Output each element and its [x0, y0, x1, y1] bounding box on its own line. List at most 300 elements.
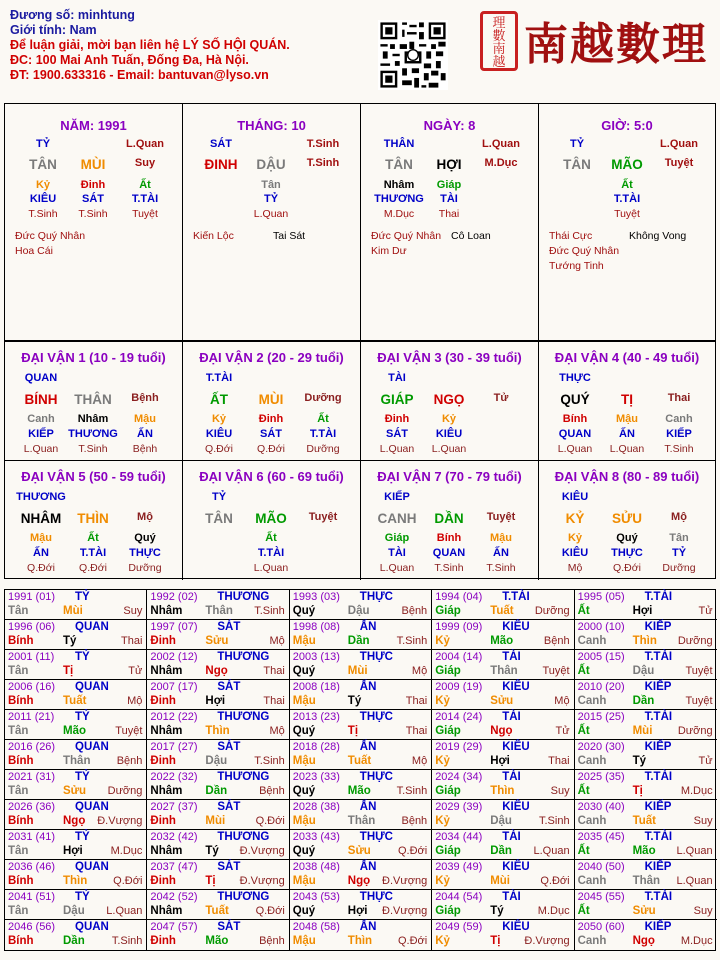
dai-van-hidden-stem: Ất — [317, 413, 329, 425]
year-god: SÁT — [217, 681, 241, 693]
year-branch: Tý — [63, 635, 77, 647]
year-branch: Tuất — [63, 695, 87, 707]
four-pillars-table — [4, 103, 716, 341]
dai-van-hidden-god: TÀI — [388, 547, 406, 559]
year-branch: Tý — [490, 905, 504, 917]
year-cell — [432, 590, 574, 620]
dai-van-hidden-stem: Đinh — [384, 413, 410, 425]
year-label: 2007 (17) — [150, 681, 198, 693]
year-stem: Kỷ — [435, 635, 450, 647]
dai-van-hidden-god: TỶ — [671, 547, 687, 559]
year-god: TỶ — [75, 831, 90, 843]
year-label: 1997 (07) — [150, 621, 198, 633]
pillar-stem-stage: L.Quan — [126, 138, 164, 150]
year-label: 2033 (43) — [292, 831, 340, 843]
year-cell — [147, 800, 289, 830]
year-cell — [432, 740, 574, 770]
dai-van-stage: Q.Đới — [205, 443, 233, 455]
year-god: SÁT — [217, 861, 241, 873]
year-cell — [432, 800, 574, 830]
dai-van-hidden-stem: Canh — [665, 413, 693, 425]
dai-van-stem-branch: THÂN — [74, 392, 112, 407]
dai-van-stem-branch: MÙI — [258, 392, 284, 407]
year-god: T.TÀI — [644, 891, 673, 903]
dai-van-stem-branch: Tử — [493, 392, 509, 404]
dai-van-hidden-god: T.TÀI — [257, 547, 285, 559]
dai-van-stage: Dưỡng — [128, 562, 162, 574]
year-stem: Canh — [577, 875, 607, 887]
year-stem: Tân — [8, 785, 29, 797]
dai-van-stem-branch: Mộ — [137, 511, 153, 523]
shen-sha-star: Đức Quý Nhân — [371, 230, 442, 242]
year-stage: Suy — [693, 905, 713, 917]
year-stage: Tử — [698, 605, 713, 617]
year-stage: Dưỡng — [677, 635, 713, 647]
dai-van-hidden-god: ẤN — [33, 547, 49, 559]
dai-van-cell — [183, 461, 361, 580]
dai-van-hidden-god: T.TÀI — [309, 428, 337, 440]
year-cell — [575, 740, 717, 770]
year-branch: Tuất — [490, 605, 514, 617]
dai-van-stage: L.Quan — [253, 562, 289, 574]
year-label: 2040 (50) — [577, 861, 625, 873]
shen-sha-star: Thái Cực — [549, 230, 593, 242]
year-stem: Kỷ — [435, 695, 450, 707]
dai-van-hidden-stem: Mậu — [490, 532, 512, 544]
year-stage: Tuyệt — [685, 695, 713, 707]
year-label: 2038 (48) — [292, 861, 340, 873]
year-stem: Đinh — [150, 875, 176, 887]
hidden-stage: Tuyệt — [132, 208, 158, 220]
dai-van-stem-branch: DẦN — [434, 511, 464, 526]
qr-code-icon — [378, 20, 448, 90]
pillar-stem-god: SÁT — [210, 138, 232, 150]
year-god: KIÊU — [502, 801, 530, 813]
dai-van-hidden-stem: Quý — [134, 532, 156, 544]
year-cell — [575, 590, 717, 620]
dai-van-stage: L.Quan — [557, 443, 593, 455]
year-god: THƯƠNG — [217, 651, 270, 663]
pillar-stem-stage: L.Quan — [660, 138, 698, 150]
dai-van-stage: T.Sinh — [664, 443, 694, 455]
year-stem: Mậu — [292, 635, 316, 647]
year-label: 2009 (19) — [435, 681, 483, 693]
dai-van-stage: Mộ — [567, 562, 583, 574]
year-stage: Dưỡng — [107, 785, 143, 797]
hidden-stem: Kỷ — [35, 179, 51, 191]
year-branch: Dần — [490, 845, 512, 857]
dai-van-hidden-stem: Kỷ — [211, 413, 227, 425]
pillar-stem-god: TỶ — [35, 138, 51, 150]
year-god: THƯƠNG — [217, 591, 270, 603]
hidden-stem: Tân — [261, 179, 281, 191]
year-stem: Đinh — [150, 935, 176, 947]
year-god: KIẾP — [644, 741, 672, 753]
year-branch: Tị — [205, 875, 216, 887]
year-label: 2015 (25) — [577, 711, 625, 723]
year-god: T.TÀI — [644, 771, 673, 783]
dai-van-god: KIẾP — [384, 491, 410, 503]
year-cell — [290, 710, 432, 740]
year-label: 2013 (23) — [292, 711, 340, 723]
year-cell — [5, 710, 147, 740]
year-stage: Bệnh — [401, 815, 428, 827]
year-branch: Ngọ — [63, 815, 86, 827]
year-god: THƯƠNG — [217, 771, 270, 783]
year-stem: Quý — [292, 905, 316, 917]
year-branch: Mão — [347, 785, 371, 797]
dai-van-hidden-god: QUAN — [432, 547, 466, 559]
year-label: 2036 (46) — [8, 861, 56, 873]
year-label: 2008 (18) — [292, 681, 340, 693]
year-stem: Nhâm — [150, 845, 183, 857]
year-stem: Bính — [8, 695, 34, 707]
dai-van-stage: T.Sinh — [486, 562, 516, 574]
dai-van-hidden-stem: Tân — [669, 532, 689, 544]
year-branch: Tý — [347, 695, 362, 707]
contact-phone-email: ĐT: 1900.633316 - Email: bantuvan@lyso.vn — [10, 68, 269, 82]
year-cell — [432, 770, 574, 800]
year-stem: Ất — [577, 845, 590, 857]
hidden-stem: Ất — [621, 179, 633, 191]
year-stage: Đ.Vượng — [524, 935, 570, 947]
year-branch: Mão — [490, 635, 514, 647]
year-stage: L.Quan — [106, 905, 143, 917]
year-stage: Tuyệt — [542, 665, 570, 677]
dai-van-title: ĐẠI VẬN 1 (10 - 19 tuổi) — [21, 350, 166, 365]
year-god: QUAN — [75, 861, 109, 873]
dai-van-stage: Q.Đới — [79, 562, 107, 574]
year-god: KIÊU — [502, 741, 530, 753]
year-stem: Tân — [8, 725, 29, 737]
year-branch: Dần — [205, 785, 228, 797]
year-cell — [290, 770, 432, 800]
year-stem: Canh — [577, 935, 607, 947]
year-stage: Mộ — [411, 665, 428, 677]
year-branch: Hợi — [63, 845, 83, 857]
dai-van-stem-branch: GIÁP — [380, 392, 414, 407]
year-branch: Thìn — [632, 635, 657, 647]
year-god: THƯƠNG — [217, 711, 270, 723]
year-label: 2037 (47) — [150, 861, 198, 873]
year-branch: Dần — [632, 695, 655, 707]
year-branch: Sửu — [205, 635, 229, 647]
year-stem: Giáp — [435, 665, 461, 677]
hidden-god: T.TÀI — [613, 193, 641, 205]
year-stem: Đinh — [150, 635, 176, 647]
year-god: TÀI — [502, 711, 521, 723]
year-label: 2047 (57) — [150, 921, 198, 933]
dai-van-god: TỶ — [211, 491, 227, 503]
year-god: QUAN — [75, 741, 109, 753]
year-stage: L.Quan — [676, 875, 713, 887]
dai-van-stage: Bệnh — [132, 443, 158, 455]
year-cell — [5, 830, 147, 860]
pillar-title: NĂM: 1991 — [60, 118, 127, 133]
year-stem: Nhâm — [150, 905, 183, 917]
year-label: 2029 (39) — [435, 801, 483, 813]
year-stem: Quý — [292, 725, 316, 737]
dai-van-god: THƯƠNG — [16, 491, 66, 503]
year-stem: Mậu — [292, 695, 316, 707]
pillar-stem-branch: TÂN — [563, 157, 591, 172]
year-cell — [575, 890, 717, 920]
hidden-god: TÀI — [440, 193, 458, 205]
year-label: 1996 (06) — [8, 621, 56, 633]
dai-van-hidden-stem: Ất — [87, 532, 99, 544]
dai-van-god: THỰC — [559, 372, 591, 384]
year-label: 2021 (31) — [8, 771, 56, 783]
shen-sha-star: Kim Dư — [371, 245, 407, 257]
pillar-title: THÁNG: 10 — [237, 118, 306, 133]
year-stem: Quý — [292, 665, 316, 677]
dai-van-hidden-stem: Bính — [562, 413, 588, 425]
pillar-stem-stage: L.Quan — [482, 138, 520, 150]
hidden-god: THƯƠNG — [374, 193, 424, 205]
year-stage: Đ.Vượng — [239, 875, 285, 887]
year-stem: Kỷ — [435, 875, 450, 887]
year-stem: Canh — [577, 635, 607, 647]
year-cell — [290, 860, 432, 890]
pillar-title: NGÀY: 8 — [423, 118, 476, 133]
dai-van-hidden-stem: Quý — [616, 532, 638, 544]
year-god: KIÊU — [502, 921, 530, 933]
year-label: 2049 (59) — [435, 921, 483, 933]
year-cell — [432, 650, 574, 680]
year-label: 2011 (21) — [8, 711, 55, 723]
year-cell — [575, 860, 717, 890]
pillar-cell — [539, 104, 715, 340]
year-god: T.TÀI — [644, 651, 673, 663]
year-branch: Thân — [63, 755, 91, 767]
year-cell — [290, 680, 432, 710]
year-branch: Dậu — [490, 815, 512, 827]
year-god: QUAN — [75, 801, 109, 813]
year-stage: Bệnh — [401, 605, 428, 617]
contact-invite: Để luận giải, mời bạn liên hệ LÝ SỐ HỘI QUÁN. — [10, 38, 290, 52]
year-branch: Sửu — [63, 785, 87, 797]
dai-van-god: T.TÀI — [205, 372, 233, 384]
hidden-stage: M.Dục — [383, 208, 415, 220]
dai-van-hidden-god: KIẾP — [666, 428, 692, 440]
dai-van-title: ĐẠI VẬN 5 (50 - 59 tuổi) — [21, 469, 166, 484]
year-label: 1993 (03) — [292, 591, 340, 603]
year-stage: Tử — [128, 665, 143, 677]
year-cell — [147, 740, 289, 770]
year-god: ẤN — [359, 861, 377, 873]
year-stage: T.Sinh — [254, 605, 285, 617]
year-god: TÀI — [502, 651, 521, 663]
dai-van-stem-branch: Tuyệt — [486, 511, 516, 523]
year-cell — [5, 650, 147, 680]
dai-van-stage: Dưỡng — [306, 443, 340, 455]
year-cell — [432, 890, 574, 920]
dai-van-hidden-god: THƯƠNG — [68, 428, 118, 440]
year-god: THỰC — [359, 651, 393, 663]
year-cell — [5, 860, 147, 890]
year-god: SÁT — [217, 801, 241, 813]
dai-van-stem-branch: Dưỡng — [304, 392, 342, 404]
year-stem: Bính — [8, 935, 34, 947]
year-label: 2041 (51) — [8, 891, 56, 903]
year-label: 2016 (26) — [8, 741, 56, 753]
dai-van-stem-branch: SỬU — [612, 511, 642, 526]
year-cell — [432, 620, 574, 650]
hidden-god: KIÊU — [29, 193, 57, 205]
year-branch: Dậu — [205, 755, 228, 767]
year-label: 2017 (27) — [150, 741, 198, 753]
dai-van-hidden-god: QUAN — [558, 428, 592, 440]
year-stage: Q.Đới — [113, 875, 143, 887]
year-stage: Thai — [263, 695, 285, 707]
year-stem: Canh — [577, 815, 607, 827]
year-stage: Q.Đới — [540, 875, 570, 887]
shen-sha-star: Đức Quý Nhân — [549, 245, 620, 257]
year-stem: Ất — [577, 665, 590, 677]
year-god: SÁT — [217, 741, 241, 753]
year-stage: Tuyệt — [115, 725, 143, 737]
year-cell — [5, 890, 147, 920]
year-god: TÀI — [502, 891, 521, 903]
year-stage: Tuyệt — [685, 665, 713, 677]
year-cell — [5, 920, 147, 950]
year-label: 2006 (16) — [8, 681, 56, 693]
year-stage: Đ.Vượng — [382, 875, 428, 887]
year-branch: Mùi — [632, 725, 653, 737]
dai-van-hidden-god: T.TÀI — [79, 547, 107, 559]
year-god: TỶ — [75, 891, 90, 903]
dai-van-stem-branch: QUÝ — [560, 392, 590, 407]
year-stem: Tân — [8, 605, 29, 617]
year-cell — [575, 800, 717, 830]
brand-logo-title: 南越數理 — [524, 19, 708, 70]
year-label: 2018 (28) — [292, 741, 340, 753]
year-god: T.TÀI — [644, 831, 673, 843]
dai-van-stage: T.Sinh — [78, 443, 108, 455]
year-cell — [432, 710, 574, 740]
year-stage: T.Sinh — [111, 935, 143, 947]
year-label: 2023 (33) — [292, 771, 340, 783]
year-god: KIẾP — [644, 621, 672, 633]
year-cell — [290, 830, 432, 860]
year-stage: Thai — [405, 695, 428, 707]
year-god: KIẾP — [644, 681, 672, 693]
dai-van-hidden-stem: Mậu — [30, 532, 52, 544]
year-god: ẤN — [359, 681, 377, 693]
year-cell — [290, 800, 432, 830]
dai-van-title: ĐẠI VẬN 7 (70 - 79 tuổi) — [377, 469, 522, 484]
dai-van-hidden-stem: Đinh — [258, 413, 284, 425]
dai-van-title: ĐẠI VẬN 4 (40 - 49 tuổi) — [554, 350, 700, 365]
year-stem: Ất — [577, 905, 590, 917]
dai-van-hidden-stem: Nhâm — [77, 413, 109, 425]
dai-van-hidden-stem: Mậu — [134, 413, 156, 425]
year-stage: Mộ — [269, 635, 285, 647]
dai-van-hidden-god: KIÊU — [205, 428, 233, 440]
dai-van-hidden-god: ẤN — [137, 428, 153, 440]
year-branch: Tị — [63, 665, 74, 677]
year-branch: Mão — [632, 845, 656, 857]
year-cell — [5, 800, 147, 830]
year-stage: Suy — [693, 815, 713, 827]
year-branch: Ngọ — [347, 875, 371, 887]
year-branch: Sửu — [347, 845, 371, 857]
dai-van-hidden-stem: Giáp — [384, 532, 410, 544]
year-label: 2014 (24) — [435, 711, 483, 723]
dai-van-hidden-stem: Ất — [265, 532, 277, 544]
dai-van-god: TÀI — [388, 372, 406, 384]
pillar-stem-branch: T.Sinh — [306, 157, 340, 169]
year-god: SÁT — [217, 621, 241, 633]
dai-van-hidden-god: SÁT — [260, 428, 282, 440]
dai-van-stage: L.Quan — [431, 443, 467, 455]
year-god: KIẾP — [644, 921, 672, 933]
yearly-luck-table — [4, 589, 716, 951]
hidden-stage: T.Sinh — [28, 208, 58, 220]
year-cell — [290, 920, 432, 950]
year-cell — [5, 620, 147, 650]
year-branch: Mão — [205, 935, 229, 947]
year-stem: Nhâm — [150, 665, 183, 677]
year-stem: Đinh — [150, 695, 176, 707]
year-branch: Ngọ — [490, 725, 513, 737]
year-branch: Thìn — [205, 725, 230, 737]
year-god: THỰC — [359, 891, 393, 903]
year-god: QUAN — [75, 921, 109, 933]
year-cell — [575, 830, 717, 860]
year-stage: Dưỡng — [677, 725, 713, 737]
year-label: 1998 (08) — [292, 621, 340, 633]
hidden-stem: Ất — [139, 179, 151, 191]
year-stage: T.Sinh — [254, 755, 285, 767]
year-stem: Tân — [8, 845, 29, 857]
year-god: TỶ — [75, 651, 90, 663]
year-stage: T.Sinh — [539, 815, 570, 827]
year-god: ẤN — [359, 621, 377, 633]
year-label: 2004 (14) — [435, 651, 483, 663]
pillar-stem-stage: T.Sinh — [306, 138, 340, 150]
year-stage: M.Dục — [680, 785, 713, 797]
year-cell — [5, 590, 147, 620]
hidden-god: T.TÀI — [131, 193, 159, 205]
dai-van-stage: Q.Đới — [613, 562, 641, 574]
year-branch: Dần — [347, 635, 370, 647]
year-branch: Tị — [490, 935, 501, 947]
hidden-god: TỶ — [263, 193, 279, 205]
year-cell — [575, 620, 717, 650]
pillar-cell — [183, 104, 361, 340]
year-god: QUAN — [75, 621, 109, 633]
hidden-stem: Giáp — [436, 179, 462, 191]
year-stem: Ất — [577, 605, 590, 617]
year-stem: Kỷ — [435, 815, 450, 827]
year-branch: Thân — [632, 875, 661, 887]
year-god: T.TÀI — [644, 591, 673, 603]
year-branch: Tị — [632, 785, 643, 797]
year-label: 2048 (58) — [292, 921, 340, 933]
year-stem: Canh — [577, 695, 607, 707]
year-god: KIẾP — [644, 801, 672, 813]
year-label: 2031 (41) — [8, 831, 56, 843]
year-branch: Dậu — [63, 905, 85, 917]
year-cell — [432, 920, 574, 950]
year-stage: Tử — [555, 725, 570, 737]
dai-van-stem-branch: ẤT — [210, 392, 228, 407]
pillar-stem-branch: Tuyệt — [664, 157, 694, 169]
year-label: 2042 (52) — [150, 891, 198, 903]
year-label: 2027 (37) — [150, 801, 198, 813]
year-cell — [5, 770, 147, 800]
